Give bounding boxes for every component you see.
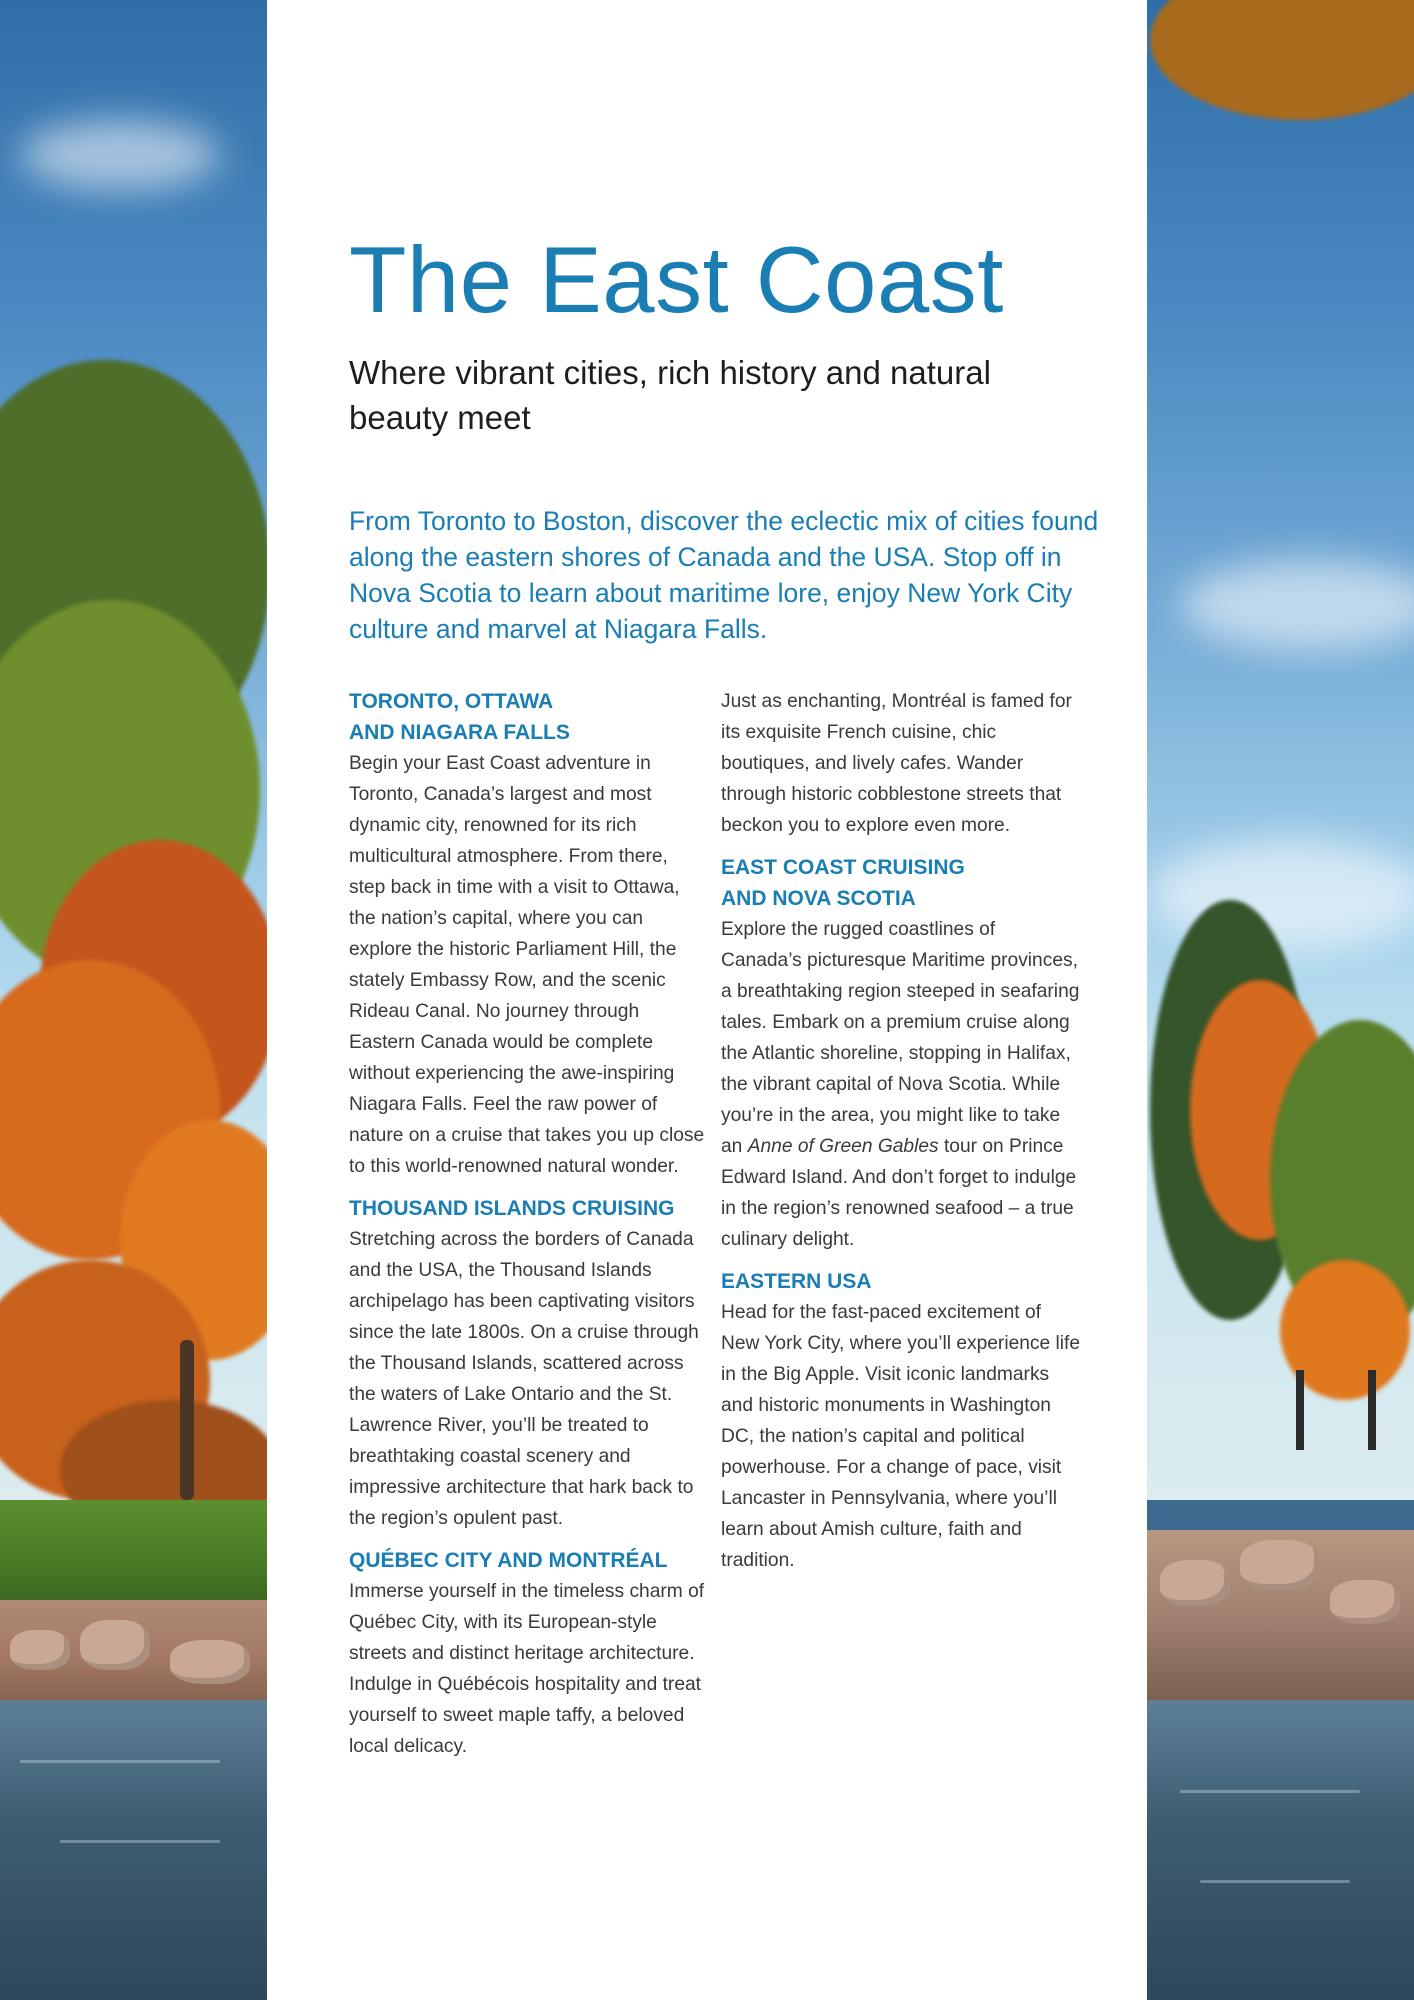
content-panel [267, 0, 1147, 2000]
section-body-eastern-usa: Head for the fast-paced excitement of New York City, where you’ll experience life in the Big Apple. Visit iconic landmarks and historic monuments in Washington DC, the nation’s capital and political powerhouse. For a change of pace, visit Lancaster in Pennsylvania, where you’ll learn about Amish culture, faith and tradition. [721, 1302, 1081, 1571]
book-title: Anne of Green Gables [747, 1136, 939, 1157]
body-text: Explore the rugged coastlines of Canada’s picturesque Maritime provinces, a breathtaking region steeped in seafaring tales. Embark on a premium cruise along the Atlantic shoreline, stopping in Halifax, the vibrant capital of Nova Scotia. While you’re in the area, you might like to take an [721, 919, 1080, 1157]
section-body-thousand-islands: Stretching across the borders of Canada and the USA, the Thousand Islands archipelago has been captivating visitors since the late 1800s. On a cruise through the Thousand Islands, scattered across the waters of Lake Ontario and the St. Lawrence River, you’ll be treated to breathtaking coastal scenery and impressive architecture that hark back to the region’s opulent past. [349, 1229, 699, 1529]
cloud [20, 120, 220, 190]
section-heading-thousand-islands: THOUSAND ISLANDS CRUISING [349, 1197, 675, 1220]
lamp-post [1368, 1370, 1376, 1450]
section-body-quebec: Immerse yourself in the timeless charm of Québec City, with its European-style streets and distinct heritage architecture. Indulge in Québécois hospitality and treat yourself to sweet maple taffy, a beloved local delicacy. [349, 1581, 705, 1757]
heading-line: EAST COAST CRUISING [721, 856, 965, 879]
left-column [349, 686, 709, 1773]
section-body-toronto: Begin your East Coast adventure in Toronto, Canada’s largest and most dynamic city, renowned for its rich multicultural atmosphere. From there, step back in time with a visit to Ottawa, the nation’s capital, where you can explore the historic Parliament Hill, the stately Embassy Row, and the scenic Rideau Canal. No journey through Eastern Canada would be complete without experiencing the awe-inspiring Niagara Falls. Feel the raw power of nature on a cruise that takes you up close to this world-renowned natural wonder. [349, 753, 705, 1177]
page-title: The East Coast [349, 227, 1004, 332]
heading-line: AND NIAGARA FALLS [349, 721, 570, 744]
heading-line: TORONTO, OTTAWA [349, 690, 554, 713]
right-column [721, 686, 1081, 1587]
section-body-nova-scotia [721, 914, 1081, 1255]
section-heading-quebec: QUÉBEC CITY AND MONTRÉAL [349, 1549, 668, 1572]
rock [10, 1630, 70, 1670]
heading-line: AND NOVA SCOTIA [721, 887, 916, 910]
ripple [20, 1760, 220, 1763]
tree-trunk [180, 1340, 194, 1500]
section-body-montreal: Just as enchanting, Montréal is famed for its exquisite French cuisine, chic boutiques, and lively cafes. Wander through historic cobblestone streets that beckon you to explore even more. [721, 691, 1072, 836]
page-subtitle: Where vibrant cities, rich history and natural beauty meet [349, 354, 991, 436]
ripple [1200, 1880, 1350, 1883]
rock [80, 1620, 150, 1670]
ripple [60, 1840, 220, 1843]
rock [1330, 1580, 1400, 1624]
body-text: tour on Prince Edward Island. And don’t forget to indulge in the region’s renowned seafood – a true culinary delight. [721, 1136, 1077, 1250]
section-heading-nova-scotia [721, 852, 1081, 914]
rock [170, 1640, 250, 1684]
section-heading-eastern-usa: EASTERN USA [721, 1270, 872, 1293]
rock [1160, 1560, 1230, 1606]
section-heading-toronto [349, 686, 709, 748]
grass [0, 1500, 300, 1610]
rock [1240, 1540, 1320, 1590]
intro-paragraph: From Toronto to Boston, discover the eclectic mix of cities found along the eastern shores of Canada and the USA. Stop off in Nova Scotia to learn about maritime lore, enjoy New York City culture and marvel at Niagara Falls. [349, 506, 1099, 644]
lamp-post [1296, 1370, 1304, 1450]
ripple [1180, 1790, 1360, 1793]
